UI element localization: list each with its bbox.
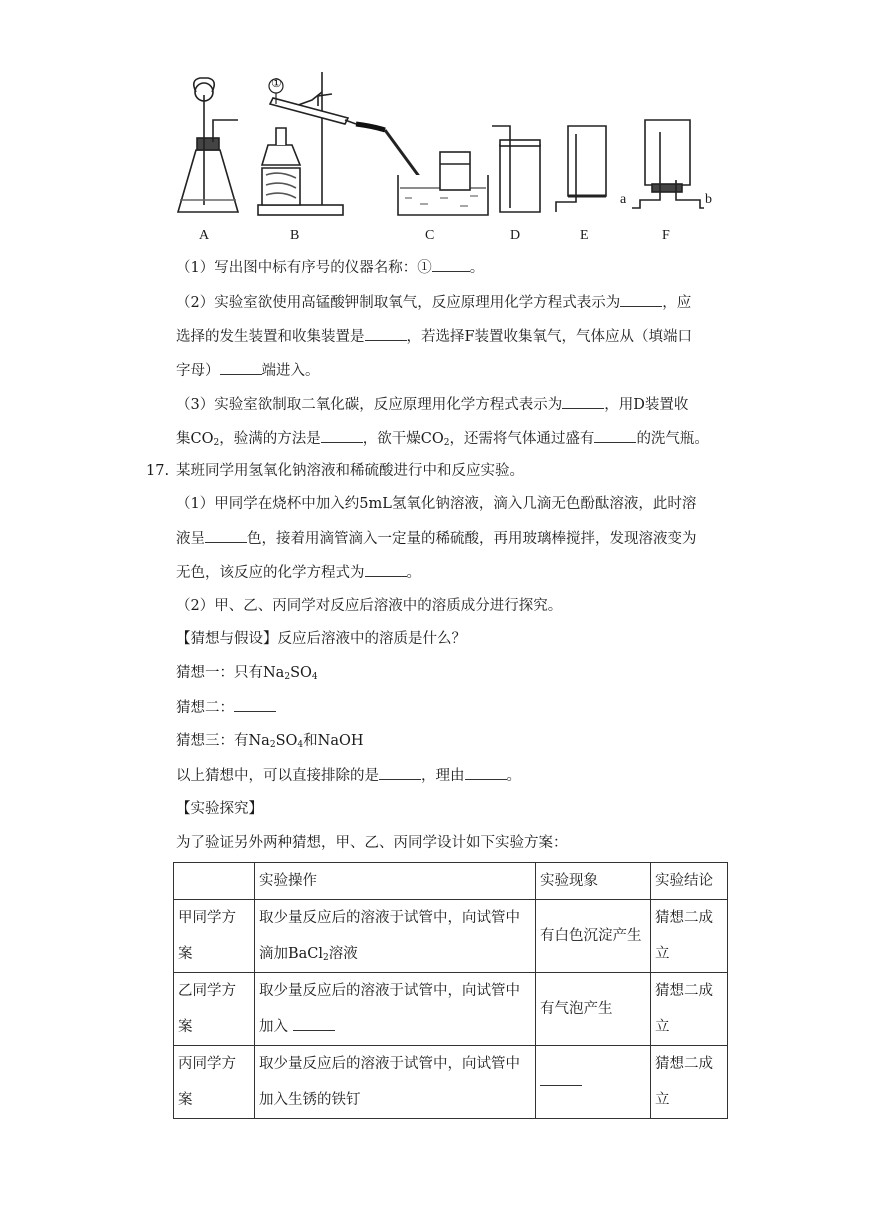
q-line-2b: 选择的发生装置和收集装置是 ，若选择F装置收集氧气，气体应从（填端口 bbox=[176, 326, 692, 347]
row-name: 丙同学方 案 bbox=[174, 1046, 255, 1119]
row-phenomenon bbox=[536, 1046, 651, 1119]
circle-mark-1: ① bbox=[271, 76, 282, 90]
design-line: 为了验证另外两种猜想，甲、乙、丙同学设计如下实验方案： bbox=[176, 835, 568, 851]
guess-1: 猜想一：只有$Na_2SO_4$ bbox=[176, 665, 318, 682]
apparatus-d bbox=[492, 126, 540, 212]
table-header-cell: 实验结论 bbox=[651, 863, 728, 900]
guess-2: 猜想二： bbox=[176, 697, 276, 718]
table-row bbox=[174, 1046, 728, 1119]
row-phenomenon: 有白色沉淀产生 bbox=[536, 900, 651, 973]
apparatus-figure bbox=[0, 0, 869, 230]
row-conclusion: 猜想二成 立 bbox=[651, 900, 728, 973]
table-row bbox=[174, 973, 728, 1046]
label-a: A bbox=[199, 228, 210, 243]
port-b-label: b bbox=[705, 192, 712, 207]
row-conclusion: 猜想二成 立 bbox=[651, 973, 728, 1046]
q-line-1: （1）写出图中标有序号的仪器名称：① 。 bbox=[176, 257, 484, 278]
table-header-row bbox=[174, 863, 728, 900]
q17-p2: （2）甲、乙、丙同学对反应后溶液中的溶质成分进行探究。 bbox=[176, 598, 563, 614]
label-d: D bbox=[510, 228, 521, 243]
q-line-2a: （2）实验室欲使用高锰酸钾制取氧气，反应原理用化学方程式表示为 ，应 bbox=[176, 292, 691, 313]
guess-3: 猜想三：有$Na_2SO_4$和NaOH bbox=[176, 733, 364, 750]
question-number-17: 17. bbox=[146, 463, 170, 479]
apparatus-f bbox=[632, 120, 704, 208]
hypothesis-title: 【猜想与假设】反应后溶液中的溶质是什么？ bbox=[176, 631, 466, 647]
exclusion-line: 以上猜想中，可以直接排除的是 ，理由 。 bbox=[176, 765, 521, 786]
experiment-table bbox=[173, 862, 728, 1119]
row-operation: 取少量反应后的溶液于试管中，向试管中 加入 bbox=[255, 973, 536, 1046]
table-header-cell bbox=[174, 863, 255, 900]
table-header-cell: 实验操作 bbox=[255, 863, 536, 900]
port-a-label: a bbox=[620, 192, 627, 207]
q-line-3a: （3）实验室欲制取二氧化碳，反应原理用化学方程式表示为 ，用D装置收 bbox=[176, 394, 688, 415]
q17-p1c: 无色，该反应的化学方程式为 。 bbox=[176, 562, 421, 583]
label-c: C bbox=[425, 228, 435, 243]
q-line-3b: 集$CO_2$，验满的方法是 ，欲干燥$CO_2$，还需将气体通过盛有 的洗气瓶。 bbox=[176, 428, 709, 449]
apparatus-b bbox=[258, 72, 356, 215]
table-row bbox=[174, 900, 728, 973]
row-operation: 取少量反应后的溶液于试管中，向试管中 加入生锈的铁钉 bbox=[255, 1046, 536, 1119]
apparatus-a bbox=[178, 78, 238, 212]
q17-p1a: （1）甲同学在烧杯中加入约5mL氢氧化钠溶液，滴入几滴无色酚酞溶液，此时溶 bbox=[176, 496, 697, 512]
label-e: E bbox=[580, 228, 589, 243]
table-header-cell: 实验现象 bbox=[536, 863, 651, 900]
label-f: F bbox=[662, 228, 670, 243]
row-operation: 取少量反应后的溶液于试管中，向试管中 滴加BaCl$_2$溶液 bbox=[255, 900, 536, 973]
apparatus-e bbox=[556, 126, 606, 212]
q17-p1b: 液呈 色，接着用滴管滴入一定量的稀硫酸，再用玻璃棒搅拌，发现溶液变为 bbox=[176, 528, 697, 549]
row-phenomenon: 有气泡产生 bbox=[536, 973, 651, 1046]
row-conclusion: 猜想二成 立 bbox=[651, 1046, 728, 1119]
row-name: 乙同学方 案 bbox=[174, 973, 255, 1046]
q17-intro: 某班同学用氢氧化钠溶液和稀硫酸进行中和反应实验。 bbox=[176, 463, 524, 479]
explore-title: 【实验探究】 bbox=[176, 801, 263, 817]
row-name: 甲同学方 案 bbox=[174, 900, 255, 973]
label-b: B bbox=[290, 228, 300, 243]
apparatus-c bbox=[398, 152, 488, 215]
q-line-2c: 字母） 端进入。 bbox=[176, 360, 320, 381]
